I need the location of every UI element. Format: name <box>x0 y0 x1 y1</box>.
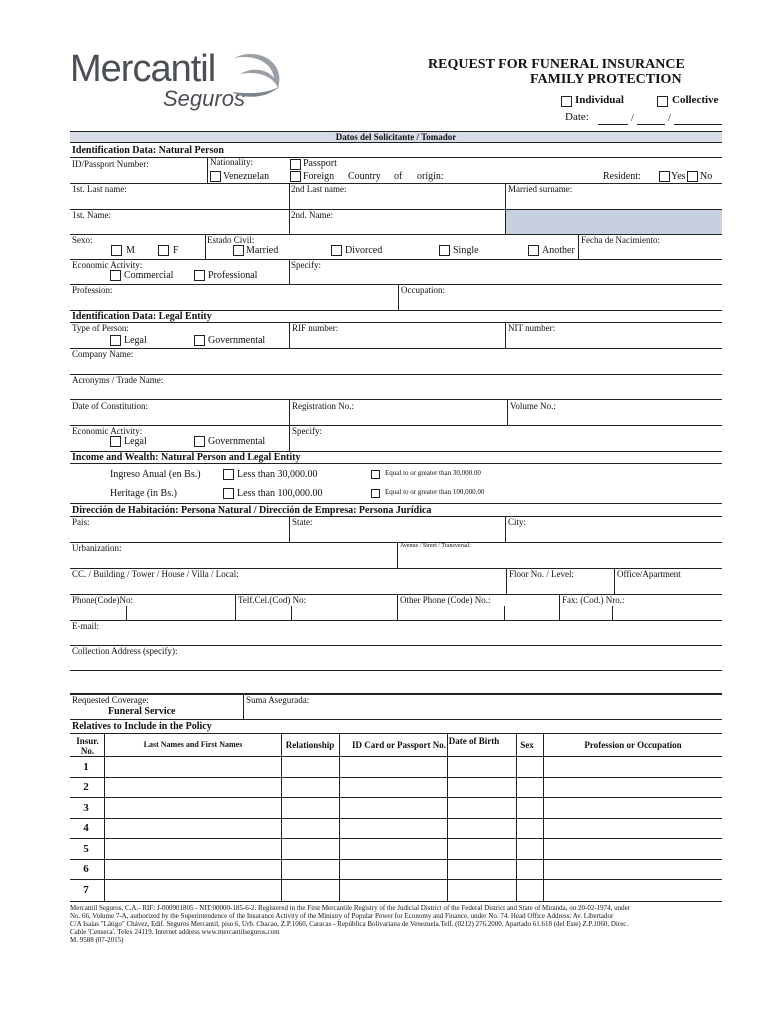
footer-line5: M. 9588 (07-2015) <box>70 936 124 944</box>
econ-governmental-checkbox[interactable] <box>194 436 205 447</box>
sex-f-checkbox[interactable] <box>158 245 169 256</box>
another-checkbox[interactable] <box>528 245 539 256</box>
id-passport-label: ID/Passport Number: <box>72 159 149 169</box>
of-label: of <box>394 171 403 182</box>
sex-m-checkbox[interactable] <box>111 245 122 256</box>
applicant-header: Datos del Solicitante / Tomador <box>335 132 457 142</box>
legal-type-legal-label: Legal <box>124 335 147 346</box>
city-label: City: <box>508 517 527 527</box>
name2-label: 2nd. Name: <box>291 210 333 220</box>
econ-legal-label: Legal <box>124 436 147 447</box>
foreign-label: Foreign <box>303 171 335 182</box>
legal-econ-label: Economic Activity: <box>72 426 143 436</box>
col-birth: Date of Birth <box>448 736 500 746</box>
single-label: Single <box>453 245 479 256</box>
logo-swoosh-icon <box>228 48 286 102</box>
sex-f-label: F <box>173 245 179 256</box>
address-section-title: Dirección de Habitación: Persona Natural / Dirección de Empresa: Persona Jurídica <box>72 505 432 516</box>
phone-label: Phone(Code)No: <box>72 595 133 605</box>
sum-insured-label: Suma Asegurada: <box>246 695 310 705</box>
col-insur-no: Insur. No. <box>76 736 99 756</box>
foreign-checkbox[interactable] <box>290 171 301 182</box>
eq30-checkbox[interactable] <box>371 470 380 479</box>
date-label: Date: <box>565 111 589 123</box>
commercial-label: Commercial <box>124 270 174 281</box>
state-label: State: <box>292 517 313 527</box>
requested-coverage-label: Requested Coverage: <box>72 695 149 705</box>
cell-label: Telf.Cel.(Cod) No: <box>238 595 307 605</box>
individual-label: Individual <box>575 94 624 106</box>
another-label: Another <box>542 245 575 256</box>
income-section-title: Income and Wealth: Natural Person and Legal Entity <box>72 452 301 463</box>
collective-checkbox[interactable] <box>657 96 668 107</box>
origin-label: origin: <box>417 171 444 182</box>
row-number: 4 <box>83 822 89 834</box>
collection-label: Collection Address (specify): <box>72 646 178 656</box>
footer-line3: C/A Isaías "Látigo" Chávez, Edif. Seguros Mercantil, piso 6, Urb. Chacao, Z.P.1060, Caracas - República Bolivariana de Venezuela.Telf. (0212) 276.2000. Apartado 61.618 (del Este) Z.P.1060, Direc. <box>70 920 629 928</box>
venezuelan-checkbox[interactable] <box>210 171 221 182</box>
footer <box>70 904 725 944</box>
date-sep-2: / <box>668 113 671 124</box>
other-phone-label: Other Phone (Code) No.: <box>400 595 491 605</box>
logo-sub: Seguros <box>163 86 245 111</box>
last1-label: 1st. Last name: <box>72 184 127 194</box>
col-relationship: Relationship <box>285 740 335 750</box>
econ-legal-checkbox[interactable] <box>110 436 121 447</box>
col-names: Last Names and First Names <box>143 740 243 749</box>
row-number: 7 <box>83 884 89 896</box>
last2-label: 2nd Last name: <box>291 184 347 194</box>
less30-checkbox[interactable] <box>223 469 234 480</box>
less30-label: Less than 30,000.00 <box>237 469 318 480</box>
resident-label: Resident: <box>603 171 641 182</box>
building-label: CC. / Building / Tower / House / Villa / Local: <box>72 569 239 579</box>
col-sex: Sex <box>520 740 534 750</box>
date-sep-1: / <box>631 113 634 124</box>
row-number: 3 <box>83 802 89 814</box>
footer-line1: Mercantil Seguros, C.A.- RIF: J-000901805 - NIT:00000-185-6-2. Registered in the First Mercantile Registry of the Judicial District of the Federal District and State of Miranda, on 20-02-1974, under <box>70 904 631 912</box>
urbanization-label: Urbanization: <box>72 543 122 553</box>
footer-line4: Cable 'Censeca'. Telex 24119. Internet address www.mercantilseguros.com <box>70 928 280 936</box>
passport-checkbox[interactable] <box>290 159 301 170</box>
office-label: Office/Apartment <box>617 569 681 579</box>
specify-label: Specify: <box>291 260 321 270</box>
natural-section-title: Identification Data: Natural Person <box>72 145 224 156</box>
country-field-label: País: <box>72 517 90 527</box>
divorced-label: Divorced <box>345 245 383 256</box>
econ-governmental-label: Governmental <box>208 436 266 447</box>
divorced-checkbox[interactable] <box>331 245 342 256</box>
name1-label: 1st. Name: <box>72 210 111 220</box>
econ-label: Economic Activity: <box>72 260 143 270</box>
relatives-section-title: Relatives to Include in the Policy <box>72 721 212 732</box>
footer-line2: No. 66, Volume 7-A, authorized by the Superintendence of the Insurance Activity of the Ministry of Popular Power for Economy and Finance, under No. 74. Head Office Address: Av. Libertador <box>70 912 614 920</box>
title-line2: FAMILY PROTECTION <box>530 72 682 87</box>
less100-checkbox[interactable] <box>223 488 234 499</box>
row-number: 2 <box>83 781 89 793</box>
collective-label: Collective <box>672 94 719 106</box>
sex-label: Sexo: <box>72 235 93 245</box>
funeral-service-label: Funeral Service <box>108 706 176 717</box>
venezuelan-label: Venezuelan <box>223 171 270 182</box>
professional-label: Professional <box>208 270 258 281</box>
email-label: E-mail: <box>72 621 99 631</box>
birth-label: Fecha de Nacimiento: <box>581 235 660 245</box>
rif-label: RIF number: <box>292 323 339 333</box>
row-number: 6 <box>83 863 89 875</box>
resident-yes-label: Yes <box>671 171 686 182</box>
col-id: ID Card or Passport No. <box>351 740 447 750</box>
company-label: Company Name: <box>72 349 134 359</box>
married-checkbox[interactable] <box>233 245 244 256</box>
single-checkbox[interactable] <box>439 245 450 256</box>
eq30-label: Equal to or greater than 30,000.00 <box>385 469 481 477</box>
legal-section-title: Identification Data: Legal Entity <box>72 311 212 322</box>
row-number: 5 <box>83 843 89 855</box>
married-label: Married <box>246 245 279 256</box>
nationality-label: Nationality: <box>210 157 253 167</box>
legal-specify-label: Specify: <box>292 426 322 436</box>
fax-label: Fax: (Cod.) Nro.: <box>562 595 625 605</box>
registration-label: Registration No.: <box>292 401 354 411</box>
legal-type-governmental-checkbox[interactable] <box>194 335 205 346</box>
country-label: Country <box>348 171 381 182</box>
nit-label: NIT number: <box>508 323 556 333</box>
civil-label: Estado Civil: <box>207 235 255 245</box>
individual-checkbox[interactable] <box>561 96 572 107</box>
commercial-checkbox[interactable] <box>110 270 121 281</box>
logo-brand: Mercantil <box>70 48 216 90</box>
sex-m-label: M <box>126 245 135 256</box>
heritage-label: Heritage (in Bs.) <box>110 488 177 499</box>
shaded-cell <box>506 210 722 234</box>
occupation-label: Occupation: <box>401 285 445 295</box>
col-profession: Profession or Occupation <box>584 740 682 750</box>
legal-type-governmental-label: Governmental <box>208 335 266 346</box>
resident-no-checkbox[interactable] <box>687 171 698 182</box>
constitution-label: Date of Constitution: <box>72 401 148 411</box>
avenue-label: Avenue / Street / Transversal: <box>400 543 471 549</box>
title-line1: REQUEST FOR FUNERAL INSURANCE <box>428 57 685 72</box>
volume-label: Volume No.: <box>510 401 556 411</box>
married-surname-label: Married surname: <box>508 184 573 194</box>
eq100-label: Equal to or greater than 100,000.00 <box>385 488 485 496</box>
resident-no-label: No <box>700 171 713 182</box>
resident-yes-checkbox[interactable] <box>659 171 670 182</box>
type-person-label: Type of Person: <box>72 323 129 333</box>
floor-label: Floor No. / Level: <box>509 569 574 579</box>
row-number: 1 <box>83 761 89 773</box>
professional-checkbox[interactable] <box>194 270 205 281</box>
annual-income-label: Ingreso Anual (en Bs.) <box>110 469 201 480</box>
passport-label: Passport <box>303 158 337 169</box>
less100-label: Less than 100,000.00 <box>237 488 323 499</box>
profession-label: Profession: <box>72 285 113 295</box>
legal-type-legal-checkbox[interactable] <box>110 335 121 346</box>
acronyms-label: Acronyms / Trade Name: <box>72 375 164 385</box>
eq100-checkbox[interactable] <box>371 489 380 498</box>
